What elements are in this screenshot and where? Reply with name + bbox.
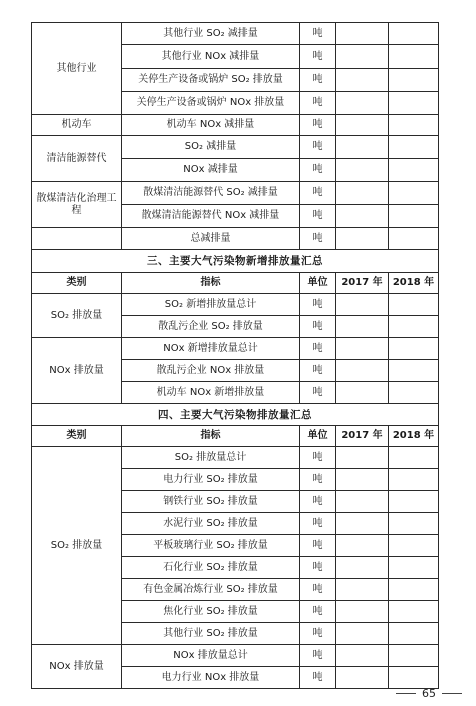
header-unit: 单位	[300, 426, 336, 447]
section-title: 四、主要大气污染物排放量汇总	[32, 404, 439, 426]
indicator-cell: SO₂ 减排量	[122, 136, 300, 159]
value-2017-cell	[336, 316, 389, 338]
indicator-cell: 机动车 NOx 新增排放量	[122, 382, 300, 404]
indicator-cell: 有色金属冶炼行业 SO₂ 排放量	[122, 579, 300, 601]
indicator-cell: 散煤清洁能源替代 NOx 减排量	[122, 205, 300, 228]
page-footer	[396, 687, 462, 700]
value-2017-cell	[336, 535, 389, 557]
value-2017-cell	[336, 447, 389, 469]
indicator-cell: 石化行业 SO₂ 排放量	[122, 557, 300, 579]
value-2017-cell	[336, 205, 389, 228]
indicator-cell: NOx 排放量总计	[122, 645, 300, 667]
value-2017-cell	[336, 45, 389, 69]
indicator-cell: 其他行业 NOx 减排量	[122, 45, 300, 69]
value-2018-cell	[389, 115, 439, 136]
header-category: 类别	[32, 273, 122, 294]
value-2018-cell	[389, 491, 439, 513]
value-2018-cell	[389, 447, 439, 469]
header-2017: 2017 年	[336, 426, 389, 447]
value-2017-cell	[336, 491, 389, 513]
unit-cell: 吨	[300, 316, 336, 338]
value-2018-cell	[389, 382, 439, 404]
unit-cell: 吨	[300, 491, 336, 513]
indicator-cell: 水泥行业 SO₂ 排放量	[122, 513, 300, 535]
unit-cell: 吨	[300, 23, 336, 45]
unit-cell: 吨	[300, 69, 336, 92]
table-row	[32, 136, 439, 159]
indicator-cell: 电力行业 NOx 排放量	[122, 667, 300, 689]
unit-cell: 吨	[300, 228, 336, 250]
header-row	[32, 426, 439, 447]
value-2017-cell	[336, 645, 389, 667]
footer-dash-left	[396, 693, 416, 694]
table-row	[32, 294, 439, 316]
indicator-cell: NOx 新增排放量总计	[122, 338, 300, 360]
header-category: 类别	[32, 426, 122, 447]
category-cell: 散煤清洁化治理工程	[32, 182, 122, 228]
category-cell: NOx 排放量	[32, 645, 122, 689]
section-title-row	[32, 250, 439, 273]
unit-cell: 吨	[300, 136, 336, 159]
indicator-cell: 散乱污企业 SO₂ 排放量	[122, 316, 300, 338]
value-2017-cell	[336, 115, 389, 136]
section-title-row	[32, 404, 439, 426]
section-title: 三、主要大气污染物新增排放量汇总	[32, 250, 439, 273]
category-cell: SO₂ 排放量	[32, 294, 122, 338]
value-2018-cell	[389, 23, 439, 45]
indicator-cell: 关停生产设备或锅炉 SO₂ 排放量	[122, 69, 300, 92]
value-2018-cell	[389, 469, 439, 491]
value-2018-cell	[389, 45, 439, 69]
indicator-cell: 散煤清洁能源替代 SO₂ 减排量	[122, 182, 300, 205]
indicator-cell: NOx 减排量	[122, 159, 300, 182]
indicator-cell: 平板玻璃行业 SO₂ 排放量	[122, 535, 300, 557]
value-2018-cell	[389, 623, 439, 645]
table-row	[32, 338, 439, 360]
table-row	[32, 228, 439, 250]
unit-cell: 吨	[300, 579, 336, 601]
unit-cell: 吨	[300, 557, 336, 579]
category-cell: NOx 排放量	[32, 338, 122, 404]
value-2017-cell	[336, 667, 389, 689]
header-2018: 2018 年	[389, 273, 439, 294]
value-2017-cell	[336, 92, 389, 115]
indicator-cell: 电力行业 SO₂ 排放量	[122, 469, 300, 491]
table-row	[32, 115, 439, 136]
value-2017-cell	[336, 159, 389, 182]
value-2018-cell	[389, 513, 439, 535]
unit-cell: 吨	[300, 205, 336, 228]
total-emissions-section	[32, 404, 439, 689]
value-2017-cell	[336, 623, 389, 645]
value-2017-cell	[336, 294, 389, 316]
indicator-cell: 钢铁行业 SO₂ 排放量	[122, 491, 300, 513]
value-2017-cell	[336, 513, 389, 535]
value-2017-cell	[336, 228, 389, 250]
value-2018-cell	[389, 92, 439, 115]
header-2018: 2018 年	[389, 426, 439, 447]
value-2018-cell	[389, 645, 439, 667]
unit-cell: 吨	[300, 294, 336, 316]
unit-cell: 吨	[300, 360, 336, 382]
indicator-cell: 焦化行业 SO₂ 排放量	[122, 601, 300, 623]
value-2018-cell	[389, 182, 439, 205]
indicator-cell: 其他行业 SO₂ 减排量	[122, 23, 300, 45]
indicator-cell: 散乱污企业 NOx 排放量	[122, 360, 300, 382]
value-2017-cell	[336, 23, 389, 45]
value-2018-cell	[389, 205, 439, 228]
unit-cell: 吨	[300, 535, 336, 557]
value-2017-cell	[336, 557, 389, 579]
unit-cell: 吨	[300, 182, 336, 205]
unit-cell: 吨	[300, 667, 336, 689]
unit-cell: 吨	[300, 513, 336, 535]
value-2017-cell	[336, 360, 389, 382]
unit-cell: 吨	[300, 115, 336, 136]
value-2017-cell	[336, 579, 389, 601]
unit-cell: 吨	[300, 469, 336, 491]
category-cell: SO₂ 排放量	[32, 447, 122, 645]
table-row	[32, 23, 439, 45]
value-2018-cell	[389, 69, 439, 92]
unit-cell: 吨	[300, 92, 336, 115]
header-unit: 单位	[300, 273, 336, 294]
header-indicator: 指标	[122, 273, 300, 294]
table-row	[32, 182, 439, 205]
indicator-cell: 机动车 NOx 减排量	[122, 115, 300, 136]
indicator-cell: 其他行业 SO₂ 排放量	[122, 623, 300, 645]
indicator-cell: SO₂ 新增排放量总计	[122, 294, 300, 316]
value-2018-cell	[389, 360, 439, 382]
unit-cell: 吨	[300, 159, 336, 182]
emissions-table	[31, 22, 439, 689]
value-2017-cell	[336, 601, 389, 623]
table-row	[32, 447, 439, 469]
value-2017-cell	[336, 69, 389, 92]
value-2018-cell	[389, 535, 439, 557]
value-2018-cell	[389, 557, 439, 579]
reduction-section	[32, 23, 439, 250]
unit-cell: 吨	[300, 645, 336, 667]
category-cell: 机动车	[32, 115, 122, 136]
page-number: 65	[422, 687, 436, 700]
value-2017-cell	[336, 469, 389, 491]
value-2018-cell	[389, 667, 439, 689]
unit-cell: 吨	[300, 45, 336, 69]
value-2017-cell	[336, 382, 389, 404]
value-2018-cell	[389, 294, 439, 316]
header-2017: 2017 年	[336, 273, 389, 294]
value-2017-cell	[336, 136, 389, 159]
indicator-cell: SO₂ 排放量总计	[122, 447, 300, 469]
category-cell	[32, 228, 122, 250]
unit-cell: 吨	[300, 623, 336, 645]
header-row	[32, 273, 439, 294]
unit-cell: 吨	[300, 382, 336, 404]
value-2018-cell	[389, 228, 439, 250]
value-2017-cell	[336, 182, 389, 205]
footer-dash-right	[442, 693, 462, 694]
value-2018-cell	[389, 159, 439, 182]
new-emissions-section	[32, 250, 439, 404]
category-cell: 其他行业	[32, 23, 122, 115]
value-2017-cell	[336, 338, 389, 360]
unit-cell: 吨	[300, 447, 336, 469]
value-2018-cell	[389, 601, 439, 623]
value-2018-cell	[389, 316, 439, 338]
value-2018-cell	[389, 136, 439, 159]
unit-cell: 吨	[300, 601, 336, 623]
unit-cell: 吨	[300, 338, 336, 360]
value-2018-cell	[389, 579, 439, 601]
table-row	[32, 645, 439, 667]
value-2018-cell	[389, 338, 439, 360]
indicator-cell: 关停生产设备或锅炉 NOx 排放量	[122, 92, 300, 115]
indicator-cell: 总减排量	[122, 228, 300, 250]
header-indicator: 指标	[122, 426, 300, 447]
category-cell: 清洁能源替代	[32, 136, 122, 182]
